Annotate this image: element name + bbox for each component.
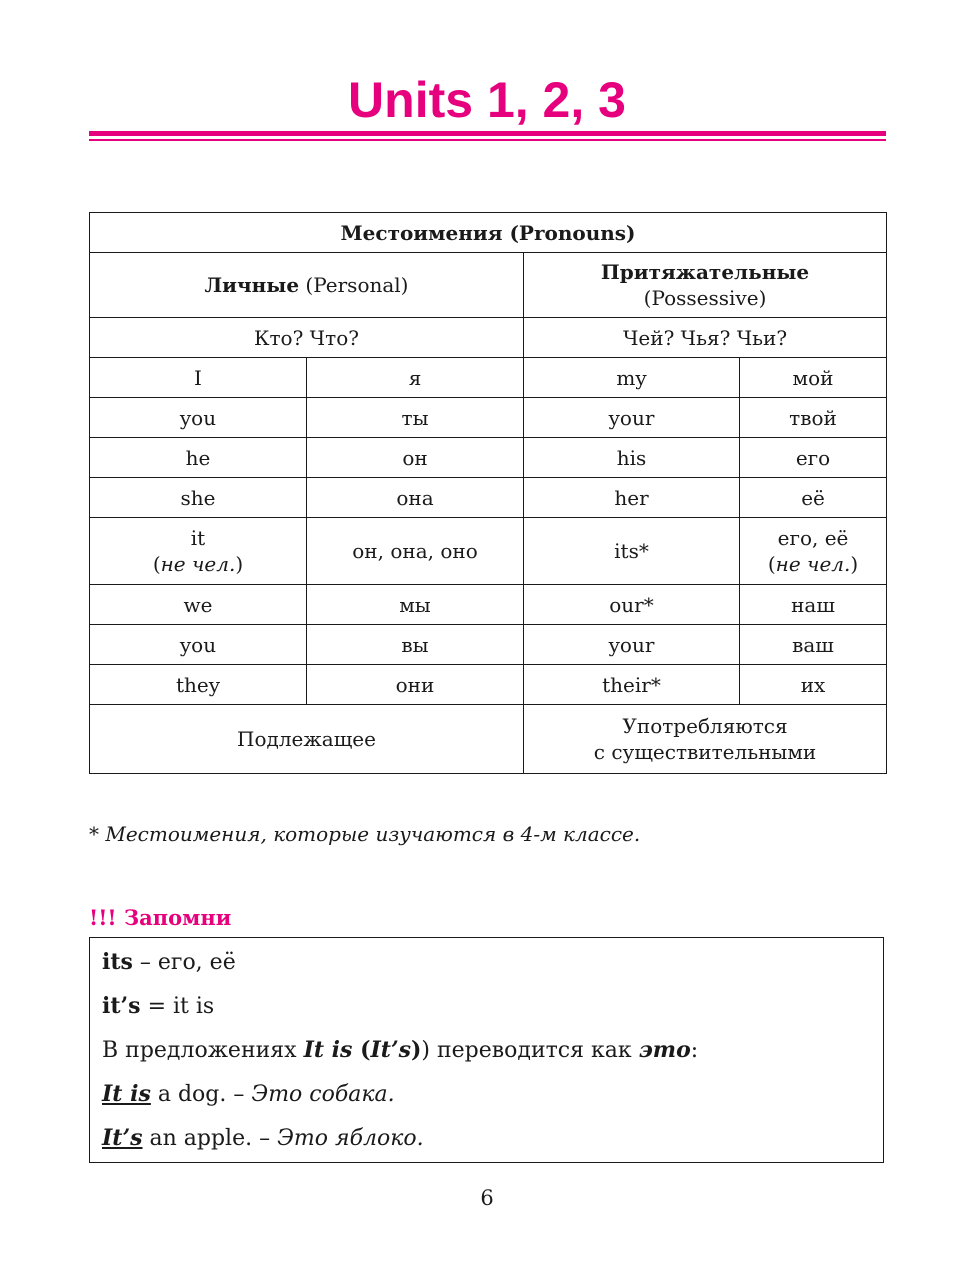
possessive-question: Чей? Чья? Чьи? bbox=[524, 318, 887, 358]
cell-ru: он, она, оно bbox=[307, 518, 524, 585]
line5-b: an apple. – bbox=[142, 1126, 278, 1151]
remember-title: !!! Запомни bbox=[89, 905, 232, 930]
its-contraction-expansion: = it is bbox=[140, 994, 215, 1019]
remember-line-4 bbox=[102, 1080, 395, 1109]
cell-en: you bbox=[90, 625, 307, 665]
page-title: Units 1, 2, 3 bbox=[348, 72, 626, 128]
cell-poss-en: his bbox=[524, 438, 740, 478]
cell-en: he bbox=[90, 438, 307, 478]
line3-e: ) переводится как bbox=[421, 1038, 639, 1063]
cell-en bbox=[90, 518, 307, 585]
personal-header bbox=[90, 253, 524, 318]
table-caption: Местоимения (Pronouns) bbox=[90, 213, 887, 253]
pronouns-table bbox=[89, 212, 887, 774]
cell-poss-ru: наш bbox=[740, 585, 887, 625]
cell-poss-en: your bbox=[524, 398, 740, 438]
line4-b: a dog. – bbox=[150, 1082, 252, 1107]
note-open: ( bbox=[767, 552, 776, 576]
cell-poss-ru: его bbox=[740, 438, 887, 478]
cell-ru: они bbox=[307, 665, 524, 705]
remember-line-5 bbox=[102, 1124, 424, 1153]
note-text: не чел. bbox=[775, 552, 851, 576]
cell-poss-ru: мой bbox=[740, 358, 887, 398]
line3-a: В предложениях bbox=[102, 1038, 304, 1063]
note-open: ( bbox=[152, 552, 161, 576]
line4-c: Это собака. bbox=[251, 1082, 395, 1107]
personal-footer: Подлежащее bbox=[90, 705, 524, 774]
personal-header-rest: (Personal) bbox=[299, 273, 409, 297]
personal-header-bold: Личные bbox=[204, 273, 300, 297]
remember-line-1 bbox=[102, 948, 236, 977]
table-row bbox=[90, 518, 887, 585]
line3-g: : bbox=[690, 1038, 699, 1063]
cell-poss-ru bbox=[740, 518, 887, 585]
cell-ru: мы bbox=[307, 585, 524, 625]
line3-f: это bbox=[638, 1037, 691, 1063]
cell-ru: ты bbox=[307, 398, 524, 438]
footnote: * Местоимения, которые изучаются в 4-м классе. bbox=[89, 822, 641, 846]
line5-c: Это яблоко. bbox=[277, 1126, 424, 1151]
cell-ru: я bbox=[307, 358, 524, 398]
cell-poss-ru-word: его, её bbox=[777, 526, 849, 550]
cell-ru: вы bbox=[307, 625, 524, 665]
table-row bbox=[90, 398, 887, 438]
note-text: не чел. bbox=[160, 552, 236, 576]
line3-d: It’s bbox=[370, 1037, 411, 1063]
cell-poss-ru: её bbox=[740, 478, 887, 518]
possessive-header bbox=[524, 253, 887, 318]
its-translation: – его, её bbox=[132, 950, 236, 975]
cell-poss-en: our* bbox=[524, 585, 740, 625]
cell-en: she bbox=[90, 478, 307, 518]
cell-poss-en: their* bbox=[524, 665, 740, 705]
note-close: ) bbox=[850, 552, 859, 576]
cell-poss-ru: твой bbox=[740, 398, 887, 438]
cell-en-word: it bbox=[190, 526, 206, 550]
its-contraction-word: it’s bbox=[102, 993, 141, 1019]
remember-line-2 bbox=[102, 992, 214, 1021]
table-row bbox=[90, 438, 887, 478]
cell-en: we bbox=[90, 585, 307, 625]
cell-poss-en: her bbox=[524, 478, 740, 518]
title-underline-thin bbox=[89, 139, 886, 141]
its-word: its bbox=[102, 949, 133, 975]
cell-poss-en: your bbox=[524, 625, 740, 665]
cell-poss-ru-note bbox=[744, 551, 882, 577]
line4-a: It is bbox=[102, 1081, 151, 1107]
note-close: ) bbox=[235, 552, 244, 576]
possessive-footer-line1: Употребляются bbox=[622, 714, 788, 738]
title-underline-thick bbox=[89, 131, 886, 136]
remember-line-3 bbox=[102, 1036, 698, 1065]
cell-poss-en: its* bbox=[524, 518, 740, 585]
page-number: 6 bbox=[480, 1186, 494, 1210]
table-row bbox=[90, 585, 887, 625]
possessive-footer bbox=[524, 705, 887, 774]
cell-ru: он bbox=[307, 438, 524, 478]
possessive-header-bold: Притяжательные bbox=[600, 260, 810, 284]
cell-poss-ru: ваш bbox=[740, 625, 887, 665]
cell-poss-en: my bbox=[524, 358, 740, 398]
remember-box bbox=[89, 937, 884, 1163]
table-row bbox=[90, 358, 887, 398]
line3-c: ( bbox=[352, 1037, 371, 1063]
cell-en: I bbox=[90, 358, 307, 398]
line5-a: It’s bbox=[102, 1125, 143, 1151]
cell-poss-ru: их bbox=[740, 665, 887, 705]
line3-close: ) bbox=[411, 1037, 422, 1063]
cell-en-note bbox=[94, 551, 302, 577]
personal-question: Кто? Что? bbox=[90, 318, 524, 358]
possessive-header-rest: (Possessive) bbox=[643, 286, 767, 310]
table-row bbox=[90, 625, 887, 665]
table-row bbox=[90, 478, 887, 518]
cell-ru: она bbox=[307, 478, 524, 518]
table-row bbox=[90, 665, 887, 705]
cell-en: you bbox=[90, 398, 307, 438]
possessive-footer-line2: с существительными bbox=[593, 740, 817, 764]
line3-b: It is bbox=[303, 1037, 353, 1063]
cell-en: they bbox=[90, 665, 307, 705]
